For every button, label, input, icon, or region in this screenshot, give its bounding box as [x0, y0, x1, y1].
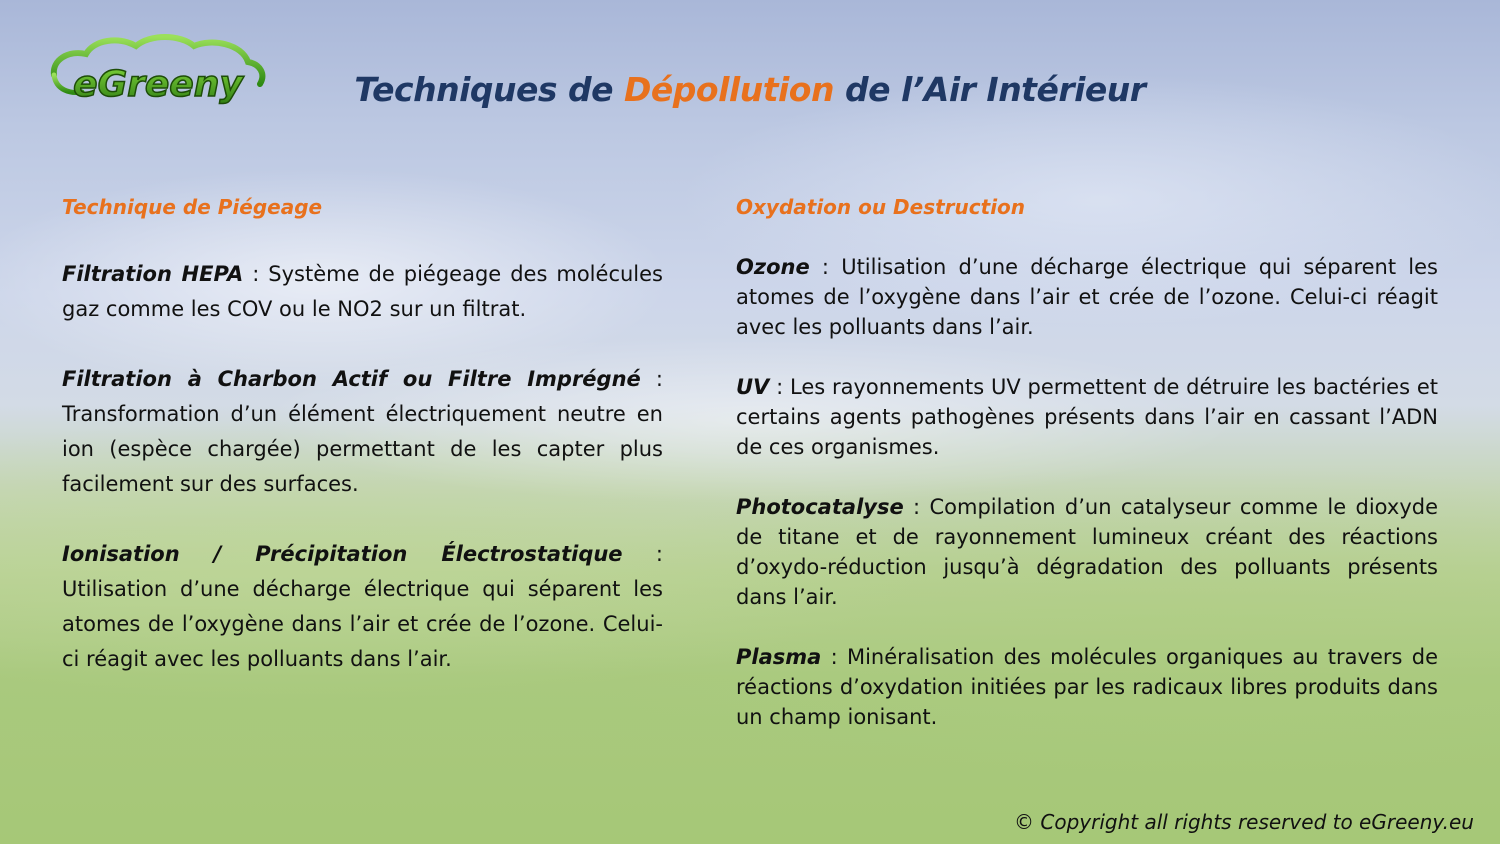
technique-term: UV [736, 375, 770, 399]
technique-item [62, 537, 663, 677]
technique-description: : Transformation d’un élément électriquement neutre en ion (espèce chargée) permettant de les capter plus facilement sur des surfaces. [62, 367, 663, 496]
technique-item [736, 642, 1438, 732]
technique-item [736, 372, 1438, 462]
technique-description: : Utilisation d’une décharge électrique qui séparent les atomes de l’oxygène dans l’air et crée de l’ozone. Celui-ci réagit avec les polluants dans l’air. [736, 255, 1438, 339]
technique-item [736, 492, 1438, 612]
technique-item [736, 252, 1438, 342]
technique-term: Photocatalyse [736, 495, 904, 519]
technique-description: : Compilation d’un catalyseur comme le dioxyde de titane et de rayonnement lumineux créant des réactions d’oxydo-réduction jusqu’à dégradation des polluants présents dans l’air. [736, 495, 1438, 609]
copyright-notice: © Copyright all rights reserved to eGreeny.eu [1014, 810, 1474, 834]
oxidation-column [736, 192, 1438, 762]
title-part2: de l’Air Intérieur [833, 70, 1146, 109]
technique-term: Ozone [736, 255, 810, 279]
logo-text: eGreeny [73, 64, 243, 105]
technique-description: : Les rayonnements UV permettent de détruire les bactéries et certains agents pathogènes présents dans l’air en cassant l’ADN de ces organismes. [736, 375, 1438, 459]
technique-description: : Utilisation d’une décharge électrique qui séparent les atomes de l’oxygène dans l’air et crée de l’ozone. Celui-ci réagit avec les polluants dans l’air. [62, 542, 663, 671]
title-accent: Dépollution [624, 70, 834, 109]
technique-description: : Système de piégeage des molécules gaz comme les COV ou le NO2 sur un filtrat. [62, 262, 663, 321]
title-part1: Techniques de [354, 70, 625, 109]
technique-term: Ionisation / Précipitation Électrostatique [62, 542, 623, 566]
technique-description: : Minéralisation des molécules organiques au travers de réactions d’oxydation initiées par les radicaux libres produits dans un champ ionisant. [736, 645, 1438, 729]
trapping-column [62, 192, 663, 712]
technique-item [62, 257, 663, 327]
page-title [0, 70, 1500, 109]
technique-term: Plasma [736, 645, 822, 669]
technique-term: Filtration HEPA [62, 262, 244, 286]
technique-item [62, 362, 663, 502]
technique-term: Filtration à Charbon Actif ou Filtre Imprégné [62, 367, 641, 391]
oxidation-heading: Oxydation ou Destruction [736, 195, 1026, 219]
trapping-heading: Technique de Piégeage [62, 195, 323, 219]
